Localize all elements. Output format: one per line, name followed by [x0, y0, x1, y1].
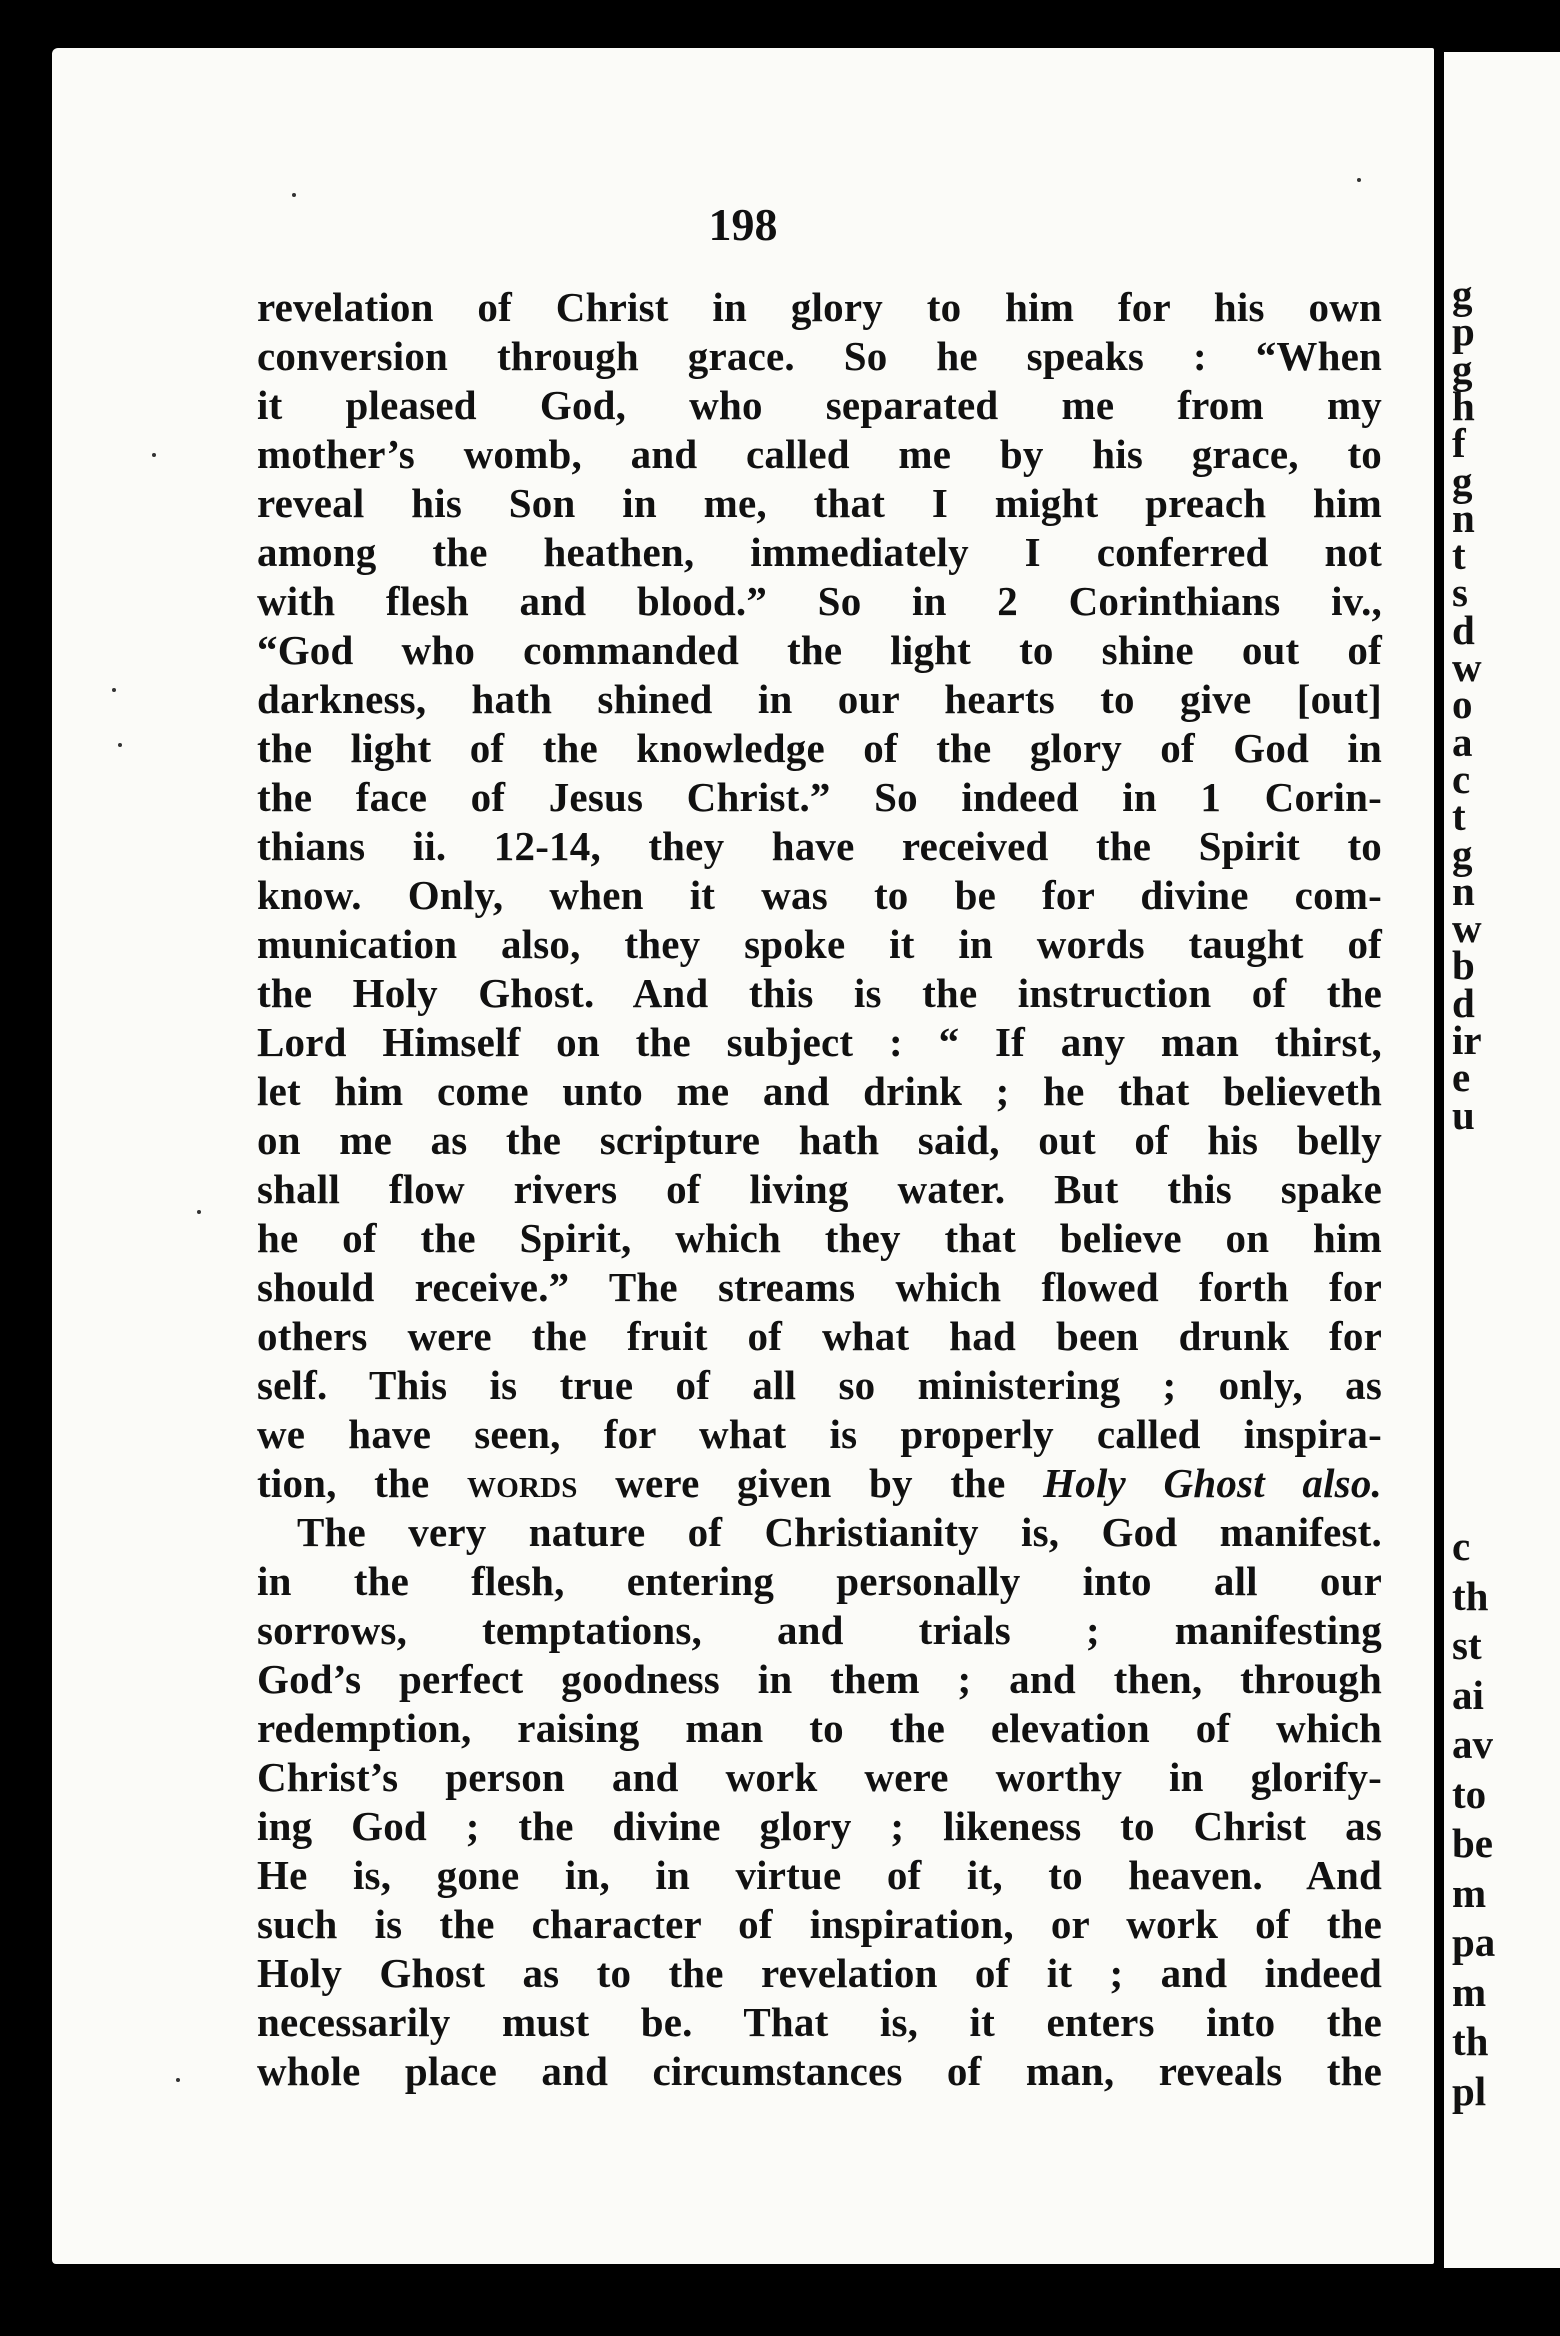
text-line: such is the character of inspiration, or work of the [257, 1901, 1382, 1947]
text-line: “God who commanded the light to shine out of [257, 627, 1382, 673]
text-line [257, 1459, 1382, 1508]
facing-page-fragment: c [1452, 1523, 1471, 1569]
facing-page-fragment: m [1452, 1968, 1487, 2015]
body-text [257, 283, 1382, 2096]
text-segment: tion, the [257, 1460, 468, 1506]
facing-page-fragment: av [1452, 1721, 1493, 1767]
text-line: Holy Ghost as to the revelation of it ; and indeed [257, 1950, 1382, 1996]
text-line: he of the Spirit, which they that believe on him [257, 1215, 1382, 1261]
paragraph-first-line: The very nature of Christianity is, God manifest. [297, 1509, 1382, 1555]
small-caps-word: words [467, 1460, 578, 1506]
text-line: God’s perfect goodness in them ; and then, through [257, 1656, 1382, 1702]
text-line: in the flesh, entering personally into all our [257, 1558, 1382, 1604]
facing-page-fragment: d [1452, 979, 1475, 1026]
facing-page-fragment: f [1452, 420, 1466, 467]
scan-speck [118, 743, 122, 747]
facing-page-fragment: o [1452, 681, 1473, 728]
text-line: the light of the knowledge of the glory of God in [257, 725, 1382, 771]
facing-page-fragment: w [1452, 644, 1482, 690]
text-line: let him come unto me and drink ; he that believeth [257, 1068, 1382, 1114]
facing-page-fragment: t [1452, 793, 1466, 840]
facing-page-fragment: th [1452, 1572, 1489, 1619]
facing-page-fragment: h [1452, 382, 1475, 429]
facing-page-fragment: pl [1452, 2067, 1487, 2114]
facing-page-fragment: s [1452, 569, 1468, 616]
facing-page-fragment: b [1452, 942, 1475, 989]
text-line: munication also, they spoke it in words taught of [257, 921, 1382, 967]
text-line: revelation of Christ in glory to him for his own [257, 284, 1382, 330]
text-line: He is, gone in, in virtue of it, to heaven. And [257, 1852, 1382, 1898]
facing-page-fragment: a [1452, 718, 1473, 765]
facing-page-fragment: u [1452, 1091, 1475, 1138]
text-line: it pleased God, who separated me from my [257, 382, 1382, 428]
text-line: the Holy Ghost. And this is the instruction of the [257, 970, 1382, 1016]
text-line: should receive.” The streams which flowed forth for [257, 1264, 1382, 1310]
text-line: others were the fruit of what had been drunk for [257, 1313, 1382, 1359]
text-line: reveal his Son in me, that I might preach him [257, 480, 1382, 526]
text-line: conversion through grace. So he speaks : “When [257, 333, 1382, 379]
text-line: thians ii. 12-14, they have received the Spirit to [257, 823, 1382, 869]
text-segment: were given by the [577, 1460, 1044, 1506]
facing-page-fragment: d [1452, 606, 1475, 653]
text-line: we have seen, for what is properly called inspira- [257, 1411, 1382, 1457]
text-line: ing God ; the divine glory ; likeness to Christ as [257, 1803, 1382, 1849]
scan-speck [176, 2078, 180, 2082]
text-line: necessarily must be. That is, it enters into the [257, 1999, 1382, 2045]
text-line: darkness, hath shined in our hearts to give [out] [257, 676, 1382, 722]
text-line: with flesh and blood.” So in 2 Corinthians iv., [257, 578, 1382, 624]
facing-page-fragment: st [1452, 1622, 1482, 1668]
text-line: whole place and circumstances of man, reveals the [257, 2048, 1382, 2094]
text-line: sorrows, temptations, and trials ; manifesting [257, 1607, 1382, 1653]
facing-page-edge [1440, 52, 1560, 2268]
facing-page-fragment: p [1452, 308, 1475, 355]
text-line: on me as the scripture hath said, out of his belly [257, 1117, 1382, 1163]
facing-page-fragment: w [1452, 905, 1482, 952]
left-page [52, 48, 1434, 2264]
facing-page-fragment: t [1452, 532, 1466, 579]
facing-page-fragment: th [1452, 2018, 1489, 2064]
facing-page-fragment: g [1452, 271, 1473, 317]
facing-page-fragment: g [1452, 830, 1473, 877]
facing-page-fragment: e [1452, 1054, 1471, 1101]
scan-speck [292, 193, 296, 197]
scan-speck [1357, 178, 1361, 182]
text-line: self. This is true of all so ministering ; only, as [257, 1362, 1382, 1408]
text-line: mother’s womb, and called me by his grace, to [257, 431, 1382, 477]
facing-page-fragment: to [1452, 1770, 1487, 1817]
facing-page-fragment: ai [1452, 1671, 1484, 1718]
scan-speck [112, 688, 116, 692]
text-line: shall flow rivers of living water. But this spake [257, 1166, 1382, 1212]
text-line: know. Only, when it was to be for divine com- [257, 872, 1382, 918]
facing-page-fragment: g [1452, 457, 1473, 504]
facing-page-fragment: c [1452, 755, 1471, 802]
text-line: among the heathen, immediately I conferred not [257, 529, 1382, 575]
facing-page-fragment: pa [1452, 1919, 1496, 1965]
facing-page-fragment: m [1452, 1869, 1487, 1916]
text-line: redemption, raising man to the elevation of which [257, 1705, 1382, 1751]
scan-speck [152, 453, 156, 457]
facing-page-fragment: be [1452, 1820, 1493, 1866]
text-line: Christ’s person and work were worthy in glorify- [257, 1754, 1382, 1800]
facing-page-fragment: n [1452, 494, 1475, 541]
text-line: the face of Jesus Christ.” So indeed in 1 Corin- [257, 774, 1382, 820]
scan-speck [197, 1210, 201, 1214]
facing-page-fragment: g [1452, 345, 1473, 392]
italic-phrase: Holy Ghost also. [1043, 1460, 1382, 1506]
facing-page-fragment: ir [1452, 1017, 1482, 1063]
facing-page-fragment: n [1452, 867, 1475, 914]
text-line: Lord Himself on the subject : “ If any man thirst, [257, 1019, 1382, 1065]
page-number: 198 [708, 199, 778, 250]
